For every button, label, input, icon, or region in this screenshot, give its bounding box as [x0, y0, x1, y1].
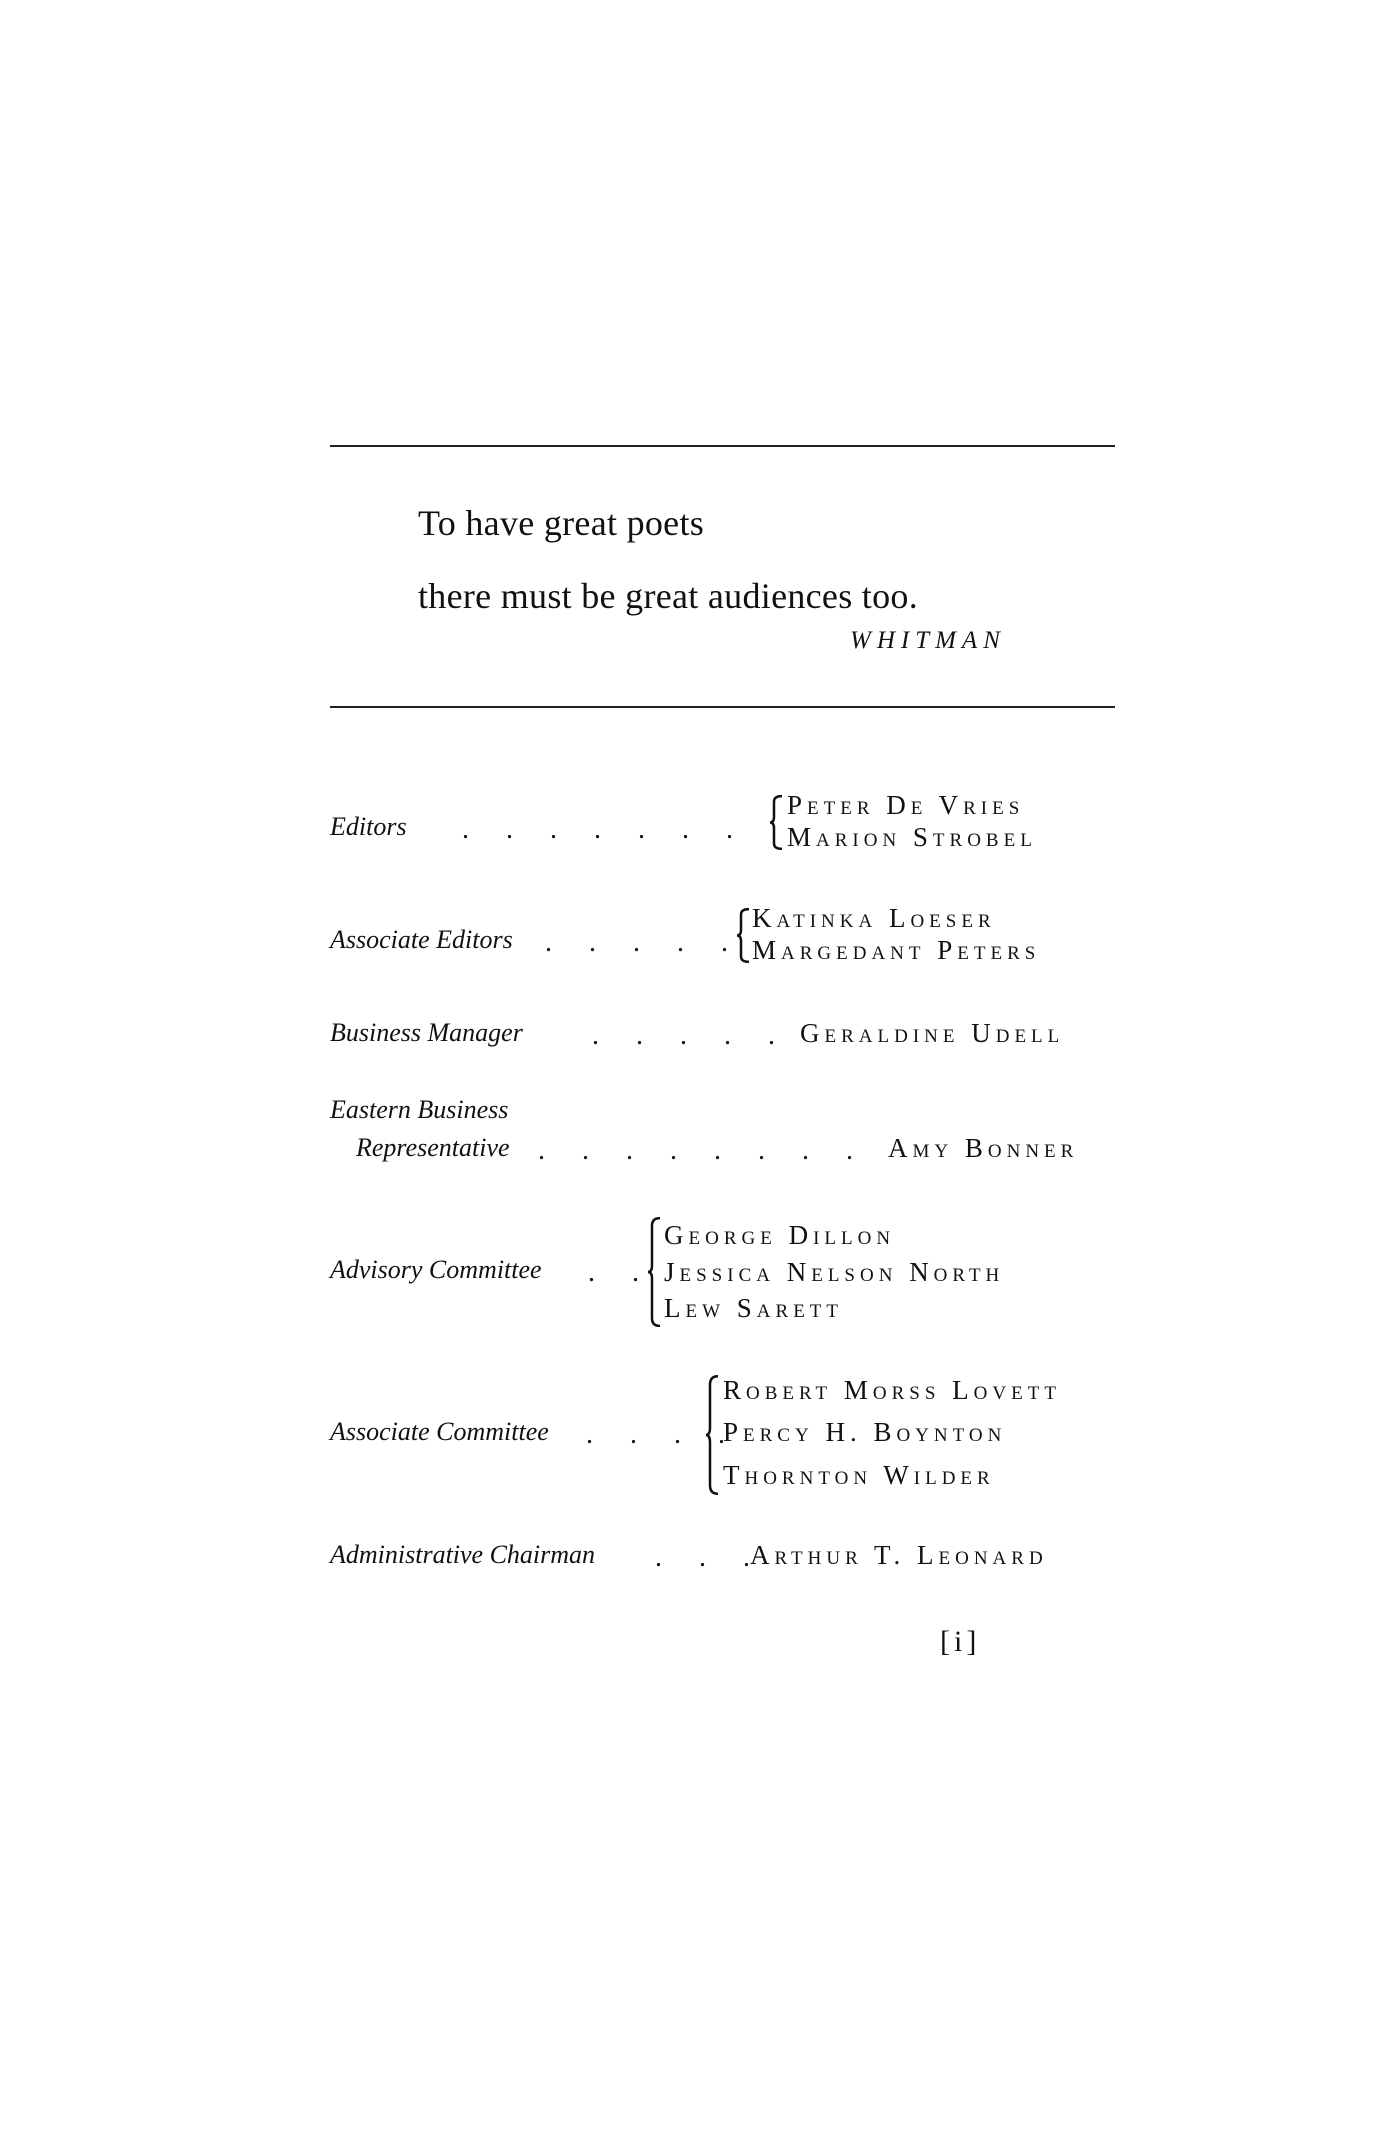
editor-name-2: Marion Strobel [787, 822, 1037, 852]
brace-associate-committee [706, 1375, 720, 1495]
brace-editors [770, 795, 784, 850]
role-eastern-business: Eastern Business [330, 1095, 509, 1124]
associate-committee-name-1: Robert Morss Lovett [723, 1375, 1061, 1405]
leader-business-manager: . . . . . [592, 1020, 790, 1051]
eastern-rep-name: Amy Bonner [888, 1133, 1079, 1163]
associate-editor-name-2: Margedant Peters [752, 935, 1041, 965]
leader-associate-committee: . . . . [586, 1419, 740, 1450]
advisory-name-3: Lew Sarett [664, 1293, 844, 1323]
associate-committee-name-2: Percy H. Boynton [723, 1417, 1007, 1447]
associate-committee-name-3: Thornton Wilder [723, 1460, 995, 1490]
role-business-manager: Business Manager [330, 1018, 523, 1047]
brace-associate-editors [737, 908, 751, 963]
role-associate-committee: Associate Committee [330, 1417, 549, 1446]
leader-advisory-committee: . . [588, 1257, 654, 1288]
leader-administrative-chairman: . . . [655, 1542, 765, 1573]
leader-editors: . . . . . . . [462, 814, 748, 845]
page-number: [i] [940, 1625, 981, 1658]
administrative-chairman-name: Arthur T. Leonard [750, 1540, 1048, 1570]
associate-editor-name-1: Katinka Loeser [752, 903, 996, 933]
editor-name-1: Peter De Vries [787, 790, 1025, 820]
business-manager-name: Geraldine Udell [800, 1018, 1065, 1048]
bottom-rule [330, 706, 1115, 708]
leader-eastern-rep: . . . . . . . . [538, 1135, 868, 1166]
brace-advisory-committee [648, 1217, 662, 1327]
role-advisory-committee: Advisory Committee [330, 1255, 542, 1284]
role-administrative-chairman: Administrative Chairman [330, 1540, 596, 1569]
role-editors: Editors [330, 812, 407, 841]
epigraph-line-2: there must be great audiences too. [418, 576, 919, 616]
role-associate-editors: Associate Editors [330, 925, 513, 954]
role-representative: Representative [356, 1133, 510, 1162]
leader-associate-editors: . . . . . [545, 927, 743, 958]
top-rule [330, 445, 1115, 447]
epigraph-attribution: WHITMAN [850, 627, 1006, 654]
advisory-name-1: George Dillon [664, 1220, 896, 1250]
epigraph-line-1: To have great poets [418, 503, 705, 543]
advisory-name-2: Jessica Nelson North [664, 1257, 1005, 1287]
